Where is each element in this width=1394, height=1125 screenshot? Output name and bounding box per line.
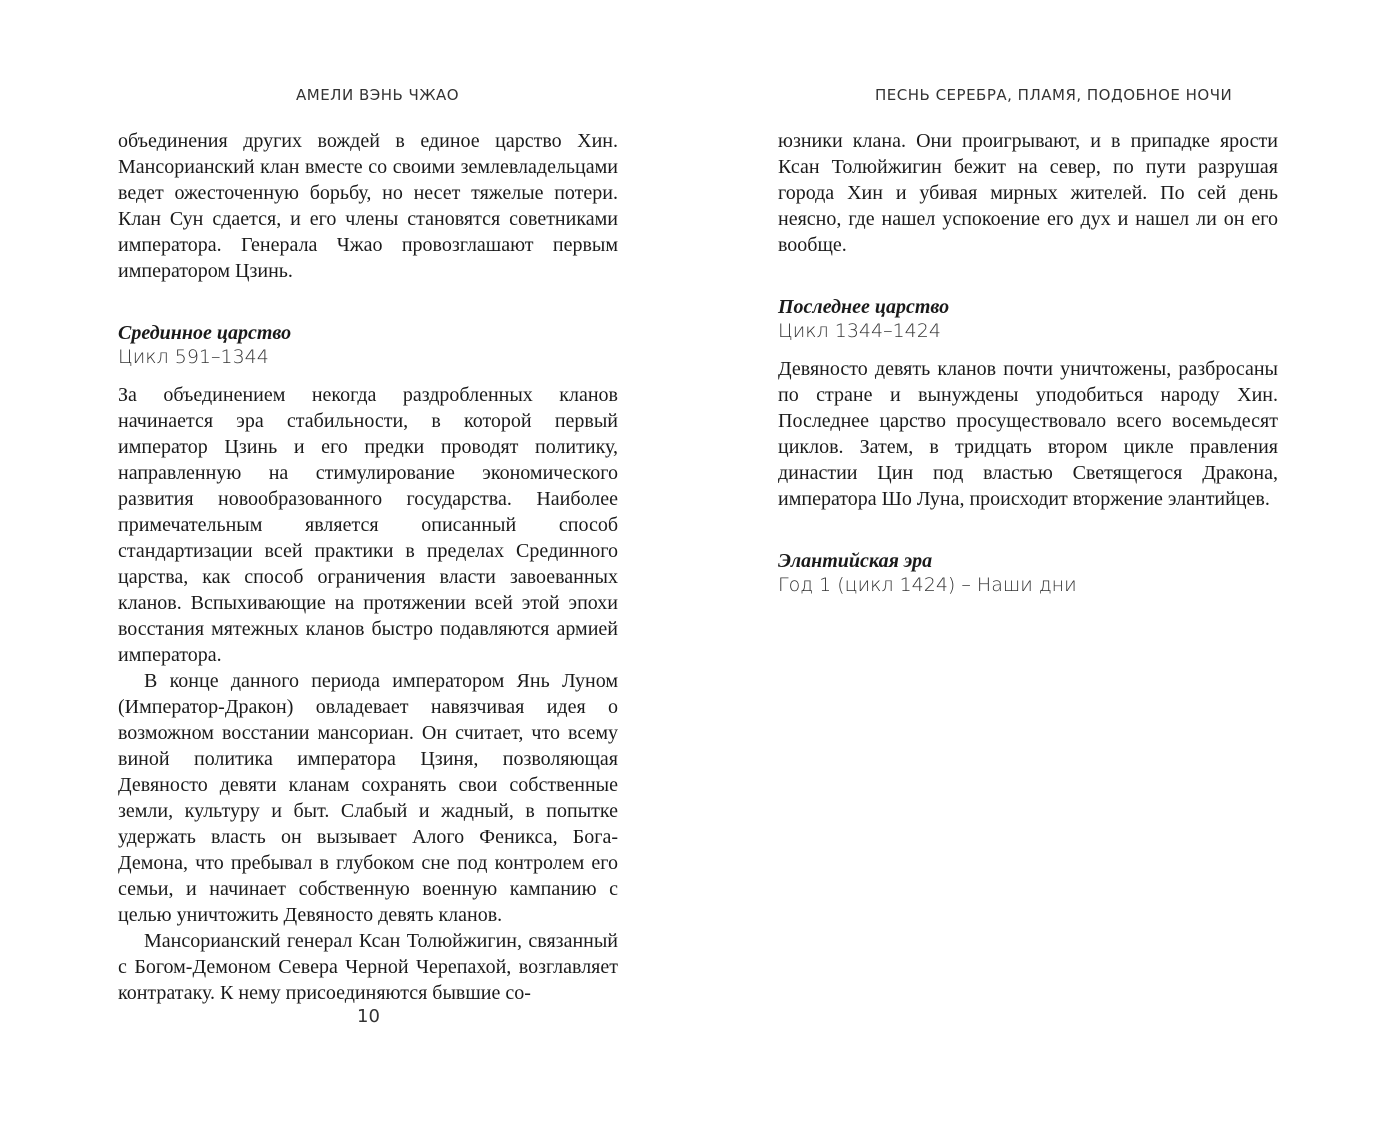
section-dates: Цикл 591–1344 (118, 346, 269, 368)
section-heading: Элантийская эра (778, 550, 933, 572)
running-header: ПЕСНЬ СЕРЕБРА, ПЛАМЯ, ПОДОБНОЕ НОЧИ (875, 86, 1233, 104)
page-number: 10 (357, 1006, 380, 1027)
section-heading: Последнее царство (778, 296, 950, 318)
paragraph: Девяносто девять кланов почти уничтожены, разбросаны по стране и вынуждены уподобиться народу Хин. Последнее царство просуществовало всего восемьдесят циклов. Затем, в тридцать втором цикле правления династии Цин под властью Светящегося Дракона, императора Шо Луна, происходит вторжение элантийцев. (778, 358, 1278, 510)
paragraph: В конце данного периода императором Янь Луном (Император-Дракон) овладевает навязчивая идея о возможном восстании мансориан. Он считает, что всему виной политика императора Цзиня, позволяющая Девяносто девяти кланам сохранять свои собственные земли, культуру и быт. Слабый и жадный, в попытке удержать власть он вызывает Алого Феникса, Бога-Демона, что пребывал в глубоком сне под контролем его семьи, и начинает собственную военную кампанию с целью уничтожить Девяносто девять кланов. (118, 670, 618, 926)
left-body (118, 128, 618, 1006)
section-dates: Цикл 1344–1424 (778, 320, 941, 342)
section-heading: Срединное царство (118, 322, 292, 344)
paragraph: Мансорианский генерал Ксан Толюйжигин, связанный с Богом-Демоном Севера Черной Черепахой, возглавляет контратаку. К нему присоединяются бывшие со- (118, 930, 618, 1004)
section-dates: Год 1 (цикл 1424) – Наши дни (778, 574, 1077, 596)
running-header: АМЕЛИ ВЭНЬ ЧЖАО (296, 86, 460, 104)
right-body (778, 128, 1278, 610)
paragraph: объединения других вождей в единое царство Хин. Мансорианский клан вместе со своими землевладельцами ведет ожесточенную борьбу, но несет тяжелые потери. Клан Сун сдается, и его члены становятся советниками императора. Генерала Чжао провозглашают первым императором Цзинь. (118, 130, 618, 282)
paragraph: За объединением некогда раздробленных кланов начинается эра стабильности, в которой первый император Цзинь и его предки проводят политику, направленную на стимулирование экономического развития новообразованного государства. Наиболее примечательным является описанный способ стандартизации всей практики в пределах Срединного царства, как способ ограничения власти завоеванных кланов. Вспыхивающие на протяжении всей этой эпохи восстания мятежных кланов быстро подавляются армией императора. (118, 384, 618, 666)
paragraph: юзники клана. Они проигрывают, и в припадке ярости Ксан Толюйжигин бежит на север, по пути разрушая города Хин и убивая мирных жителей. По сей день неясно, где нашел успокоение его дух и нашел ли он его вообще. (778, 130, 1278, 256)
